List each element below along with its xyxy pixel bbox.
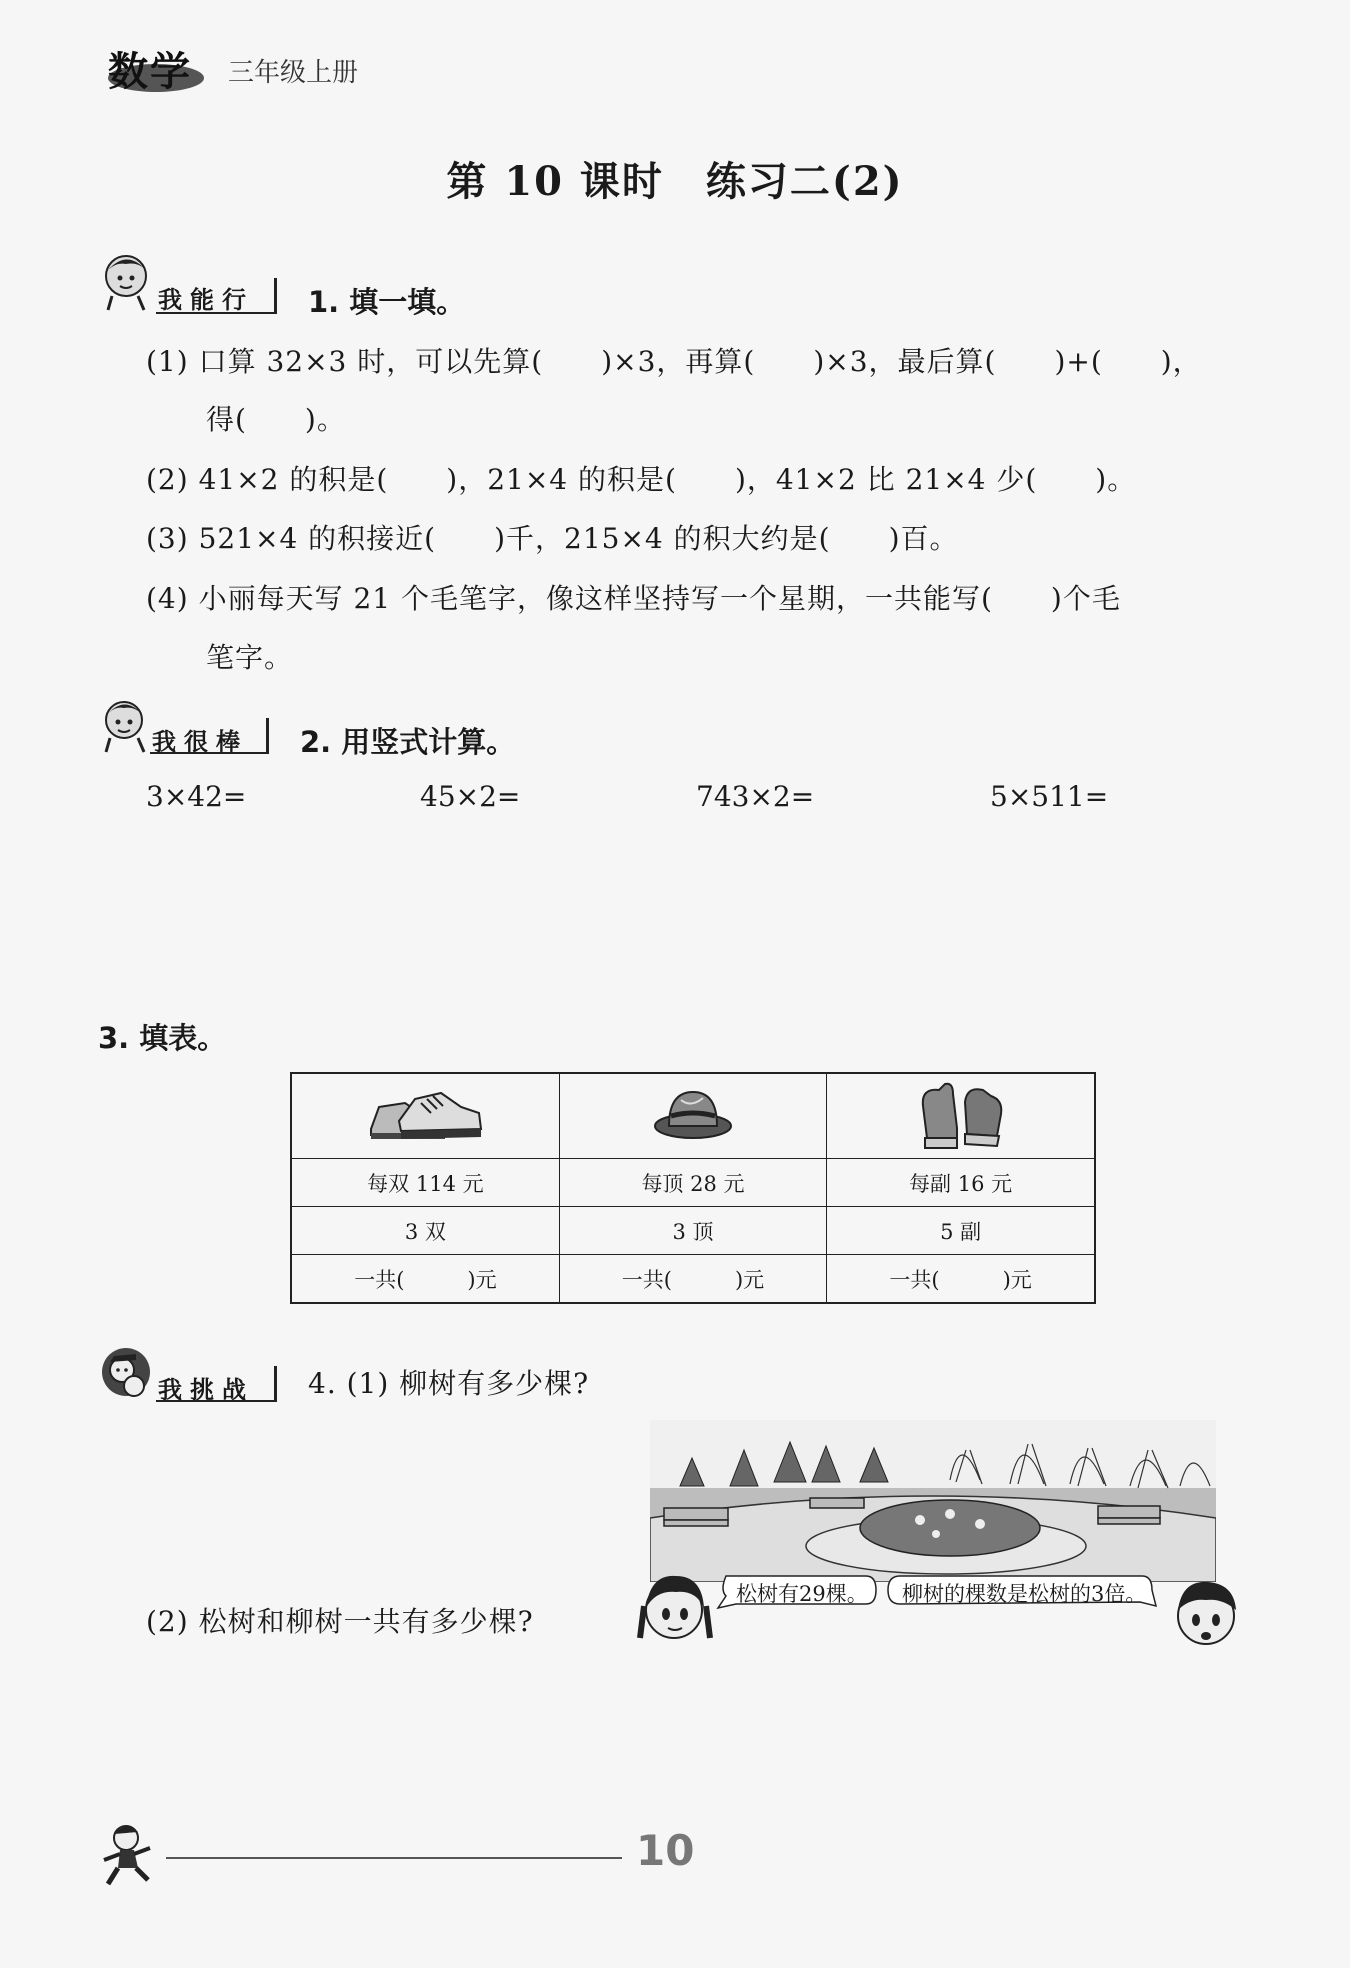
question-line: 笔字。 — [206, 641, 294, 674]
badge-label: 我很棒 — [152, 728, 248, 756]
question-line: (3) 521×4 的积接近( )千，215×4 的积大约是( )百。 — [146, 522, 959, 555]
boy-character-icon — [1166, 1570, 1246, 1654]
subject-label: 数学 — [108, 49, 192, 95]
table-cell — [827, 1073, 1095, 1159]
table-cell — [291, 1073, 559, 1159]
girl-mascot-icon — [98, 250, 158, 312]
question-line: 4. (1) 柳树有多少棵? — [308, 1367, 590, 1400]
park-illustration — [650, 1420, 1216, 1582]
calc-problem: 3×42= — [146, 780, 247, 813]
total-answer-cell[interactable]: 一共( )元 — [291, 1255, 559, 1304]
question-heading: 1. 填一填。 — [308, 285, 466, 319]
calc-problem: 743×2= — [696, 780, 815, 813]
quantity-cell: 3 顶 — [559, 1207, 826, 1255]
hat-icon — [651, 1082, 735, 1146]
page-title: 第 10 课时 练习二(2) — [446, 158, 904, 205]
badge-label: 我挑战 — [158, 1376, 254, 1404]
running-kid-icon — [96, 1820, 162, 1890]
question-line: (2) 41×2 的积是( )，21×4 的积是( )，41×2 比 21×4 少( )。 — [146, 463, 1137, 496]
page-number: 10 — [636, 1826, 695, 1875]
quantity-cell: 3 双 — [291, 1207, 559, 1255]
calc-problem: 45×2= — [420, 780, 521, 813]
calc-problem: 5×511= — [990, 780, 1109, 813]
snowman-mascot-icon — [96, 1340, 158, 1402]
mittens-icon — [913, 1078, 1009, 1150]
bubble-text-girl: 松树有29棵。 — [736, 1582, 868, 1606]
question-line: (2) 松树和柳树一共有多少棵? — [146, 1605, 534, 1638]
unit-price-cell: 每顶 28 元 — [559, 1159, 826, 1207]
sneakers-icon — [365, 1077, 485, 1151]
quantity-cell: 5 副 — [827, 1207, 1095, 1255]
question-heading: 2. 用竖式计算。 — [300, 725, 516, 759]
total-answer-cell[interactable]: 一共( )元 — [559, 1255, 826, 1304]
bubble-text-boy: 柳树的棵数是松树的3倍。 — [902, 1582, 1147, 1606]
total-answer-cell[interactable]: 一共( )元 — [827, 1255, 1095, 1304]
girl-character-icon — [636, 1566, 714, 1650]
table-cell — [559, 1073, 826, 1159]
unit-price-cell: 每副 16 元 — [827, 1159, 1095, 1207]
question-line: (1) 口算 32×3 时，可以先算( )×3，再算( )×3，最后算( )+( )， — [146, 345, 1202, 378]
badge-label: 我能行 — [158, 286, 254, 314]
footer-rule — [166, 1857, 622, 1859]
question-heading: 3. 填表。 — [98, 1021, 227, 1055]
grade-label: 三年级上册 — [228, 58, 359, 88]
price-table — [290, 1072, 1096, 1304]
question-line: (4) 小丽每天写 21 个毛笔字，像这样坚持写一个星期，一共能写( )个毛 — [146, 582, 1121, 615]
unit-price-cell: 每双 114 元 — [291, 1159, 559, 1207]
girl-mascot-icon — [98, 696, 154, 754]
question-line: 得( )。 — [206, 403, 346, 436]
